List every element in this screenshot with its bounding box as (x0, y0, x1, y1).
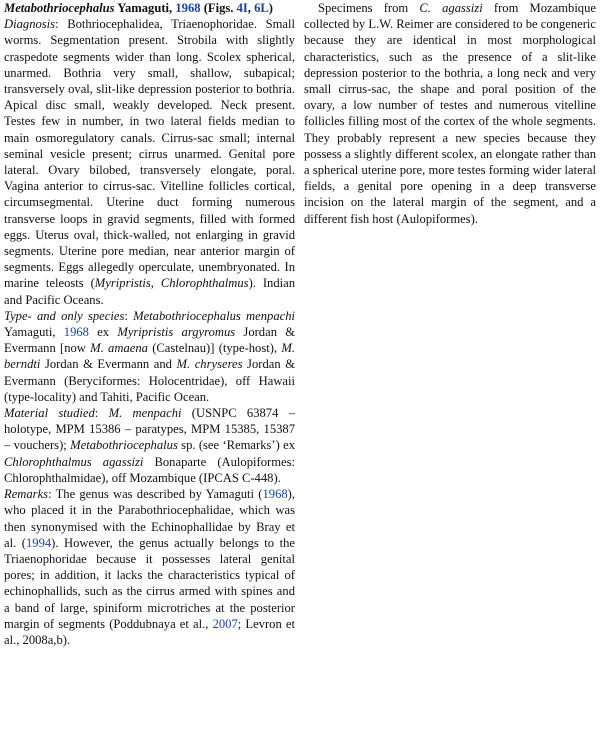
figure-link-6l[interactable]: 6L (254, 1, 269, 15)
type-species-label: Type- and only species (4, 308, 125, 323)
material-species-1: M. menpachi (108, 406, 182, 421)
genus-heading-author: Yamaguti, (117, 1, 173, 15)
type-species-ex: ex (88, 325, 118, 340)
diagnosis-genus-2: Chlorophthalmus (160, 276, 249, 291)
type-species-text-4: Jordan & Evermann (Beryciformes: Holocentridae), off Hawaii (type-locality) and Tahiti, Pacific Ocean. (4, 357, 295, 404)
type-species-text-3: Jordan & Evermann and (40, 357, 177, 372)
citation-link-1968[interactable]: 1968 (262, 487, 288, 502)
right-column (304, 0, 596, 227)
diagnosis-label: Diagnosis (4, 17, 56, 32)
citation-link-1994[interactable]: 1994 (25, 535, 52, 550)
figure-link-4i[interactable]: 4I (236, 1, 248, 15)
type-host-4: M. chryseres (176, 357, 243, 372)
material-species-2: Metabothriocephalus (70, 438, 178, 453)
type-host-1: Myripristis argyromus (117, 325, 236, 340)
left-column (4, 0, 295, 648)
material-host: Chlorophthalmus agassizi (4, 454, 144, 469)
type-species-name: Metabothriocephalus menpachi (133, 308, 296, 323)
right-text-2: from Mozambique collected by L.W. Reimer are considered to be congeneric because they are identical in most morphological characteristics, such as the presence of a slit-like depression posterior to the bothria, a long neck and very small cirrus-sac, the shape and poral position of the ovary, a low number of testes and numerous vitelline follicles filling most of the cortex of the whole segments. They probably represent a new species because they possess a slightly different scolex, an elongate rather than a spherical uterine pore, more testes forming wider lateral fields, a genital pore opening in a deep transverse incision on the lateral margin of the segment, and a different fish host (Aulopiformes). (304, 1, 596, 226)
remarks-text-1: : The genus was described by Yamaguti ( (48, 487, 263, 502)
type-host-2: M. amaena (90, 341, 148, 356)
type-species-colon: : (124, 308, 134, 323)
material-text-2: sp. (see ‘Remarks’) ex (177, 438, 296, 453)
diagnosis-genus-1: Myripristis (94, 276, 151, 291)
material-colon: : (94, 406, 109, 421)
genus-heading-name: Metabothriocephalus (4, 1, 115, 15)
genus-heading-paragraph (4, 0, 295, 308)
figs-open: (Figs. (203, 1, 234, 15)
figs-sep: , (247, 1, 251, 15)
remarks-text-4: ; Levron et al., 2008a,b). (4, 616, 295, 647)
diagnosis-text: : Bothriocephalidea, Triaenophoridae. Small worms. Segmentation present. Strobila with slightly craspedote segments wider than long. Scolex spherical, unarmed. Bothria very small, shallow, subapical; transversely oval, slit-like depression posterior to bothria. Apical disc small, weakly developed. Neck present. Testes few in number, in two lateral fields median to main osmoregulatory canals. Cirrus-sac small; internal seminal vesicle present; cirrus unarmed. Genital pore lateral. Ovary bilobed, transversely elongate, poral. Vagina anterior to cirrus-sac. Vitelline follicles cortical, circumsegmental. Uterine duct forming numerous transverse loops in gravid segments, filled with formed eggs. Uterus oval, thick-walled, not enlarging in gravid segments. Uterine pore median, near anterior margin of segments. Eggs allegedly operculate, unembryonated. In marine teleosts ( (4, 17, 295, 291)
genus-heading-year-link[interactable]: 1968 (175, 1, 201, 15)
material-text-3: Bonaparte (Aulopiformes: Chlorophthalmidae), off Mozambique (IPCAS C-448). (4, 454, 295, 485)
remarks-text-3: ). However, the genus actually belongs to the Triaenophoridae because it possesses lateral genital pores; in addition, it lacks the characteristics typical of echinophallids, such as the cirrus armed with spines and a band of large, spiniform microtriches at the posterior margin of segments (Poddubnaya et al., (4, 535, 295, 631)
material-label: Material studied (4, 406, 95, 421)
type-species-author: Yamaguti, (4, 325, 64, 340)
diagnosis-comma: , (150, 276, 161, 291)
mozambique-specimens-paragraph (304, 0, 596, 227)
remarks-label: Remarks (4, 487, 49, 502)
citation-link-2007[interactable]: 2007 (212, 616, 238, 631)
type-species-year-link[interactable]: 1968 (63, 325, 89, 340)
type-species-text-1: Jordan & Evermann [now (4, 325, 296, 356)
material-text-1: (USNPC 63874 – holotype, MPM 15386 – paratypes, MPM 15385, 15387 – vouchers); (4, 406, 295, 453)
remarks-text-2: ), who placed it in the Parabothriocephalidae, which was then synonymised with the Echinophallidae by Bray et al. ( (4, 487, 295, 550)
diagnosis-tail: ). Indian and Pacific Oceans. (4, 276, 296, 307)
right-text-1: Specimens from (318, 1, 420, 15)
type-host-3: M. berndti (4, 341, 295, 372)
right-species: C. agassizi (419, 1, 483, 15)
material-paragraph (4, 405, 295, 486)
type-species-text-2: (Castelnau)] (type-host), (147, 341, 282, 356)
figs-close: ) (268, 1, 273, 15)
type-species-paragraph (4, 308, 295, 405)
remarks-paragraph (4, 486, 295, 648)
